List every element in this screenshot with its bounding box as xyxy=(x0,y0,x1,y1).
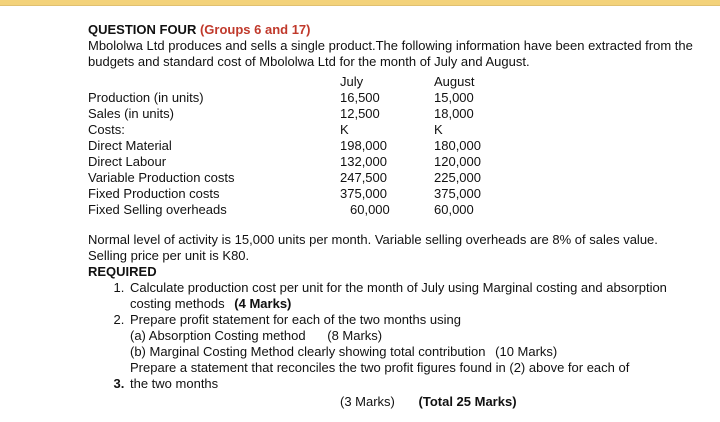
item3-marks-line xyxy=(340,394,517,410)
table-row: Fixed Selling overheads 60,000 60,000 xyxy=(88,202,474,217)
budget-table xyxy=(88,74,514,218)
col-july: July xyxy=(340,74,364,89)
question-heading xyxy=(88,22,698,38)
notes-paragraph: Normal level of activity is 15,000 units per month. Variable selling overheads are 8% of sales value. Selling price per unit is K80. xyxy=(88,232,658,263)
question-title: QUESTION FOUR xyxy=(88,22,197,37)
total-marks: (Total 25 Marks) xyxy=(418,394,517,409)
item1-marks: (4 Marks) xyxy=(234,296,292,311)
question-content xyxy=(88,22,698,409)
list-item: 3. Prepare a statement that reconciles the two profit figures found in (2) above for each of the two months xyxy=(128,360,698,392)
item2b: (b) Marginal Costing Method clearly showing total contribution xyxy=(130,344,486,359)
table-header-row xyxy=(88,74,514,90)
table-row: Direct Labour 132,000 120,000 xyxy=(88,154,481,169)
question-groups: (Groups 6 and 17) xyxy=(199,22,311,37)
table-row: Variable Production costs 247,500 225,000 xyxy=(88,170,481,185)
question-intro: Mbololwa Ltd produces and sells a single product.The following information have been extracted from the budgets and standard cost of Mbololwa Ltd for the month of July and August. xyxy=(88,38,693,69)
table-row: Sales (in units) 12,500 18,000 xyxy=(88,106,474,121)
list-item: 1. Calculate production cost per unit for the month of July using Marginal costing and absorption costing methods (4 Marks) xyxy=(128,280,698,312)
table-row: Direct Material 198,000 180,000 xyxy=(88,138,481,153)
table-row: Production (in units) 16,500 15,000 xyxy=(88,90,474,105)
item2b-marks: (10 Marks) xyxy=(495,344,558,359)
table-row: Costs: K K xyxy=(88,122,443,137)
item2a: (a) Absorption Costing method xyxy=(130,328,306,343)
table-row: Fixed Production costs 375,000 375,000 xyxy=(88,186,481,201)
required-heading: REQUIRED xyxy=(88,264,157,279)
required-list xyxy=(88,280,698,392)
list-item: 2. Prepare profit statement for each of the two months using (a) Absorption Costing method (8 Marks) (b) Marginal Costing Method clearly showing total contribution (10 Marks) xyxy=(128,312,698,360)
col-august: August xyxy=(434,74,475,89)
item3-marks: (3 Marks) xyxy=(340,394,395,409)
page-top-rule xyxy=(0,0,720,6)
item2a-marks: (8 Marks) xyxy=(327,328,383,343)
